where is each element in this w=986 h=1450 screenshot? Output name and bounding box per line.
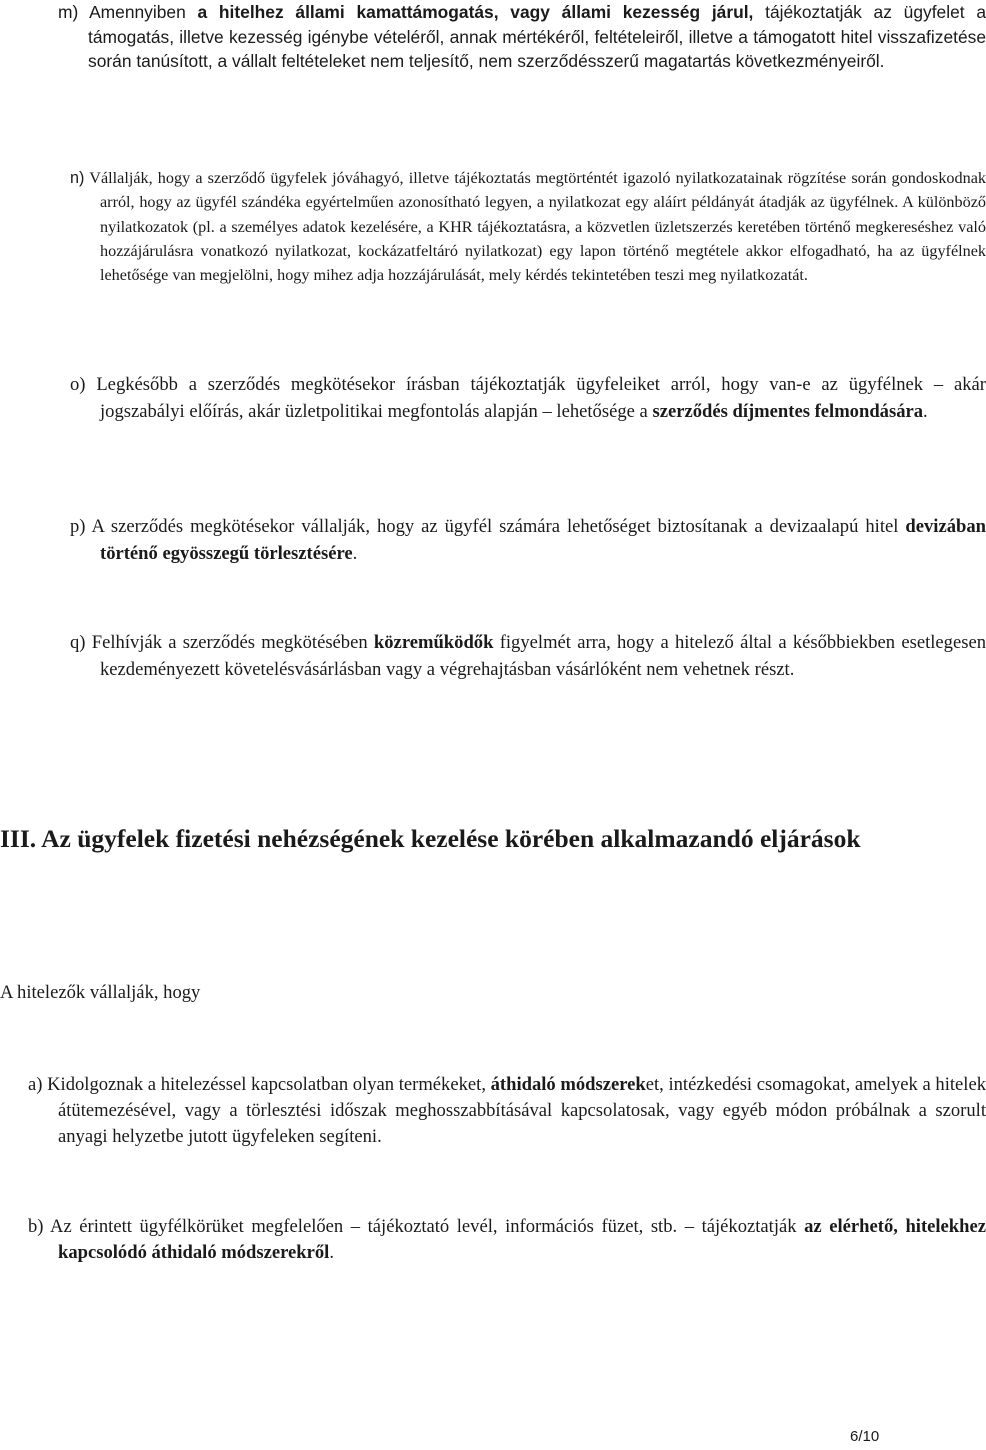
- list-item-b: [28, 1214, 986, 1266]
- item-text: Kidolgoznak a hitelezéssel kapcsolatban olyan termékeket,: [47, 1074, 491, 1095]
- item-text: Felhívják a szerződés megkötésében: [91, 632, 374, 653]
- item-label: a): [28, 1074, 43, 1095]
- item-text: .: [923, 400, 928, 422]
- list-item-a: [28, 1072, 986, 1150]
- item-label: q): [70, 632, 86, 653]
- list-item-m: [58, 0, 986, 74]
- item-label: m): [58, 2, 79, 22]
- item-label: b): [28, 1216, 44, 1237]
- item-text: A szerződés megkötésekor vállalják, hogy az ügyfél számára lehetőséget biztosítanak a devizaalapú hitel: [91, 516, 906, 537]
- item-text: Vállalják, hogy a szerződő ügyfelek jóváhagyó, illetve tájékoztatás megtörténtét igazoló nyilatkozatainak rögzítése során gondoskodnak arról, hogy az ügyfél szándéka egyértelműen azonosítható legyen, a nyilatkozat egy aláírt példányát átadják az ügyfélnek. A különböző nyilatkozatok (pl. a személyes adatok kezelésére, a KHR tájékoztatásra, a közvetlen üzletszerzés keretében történő megkereséshez való hozzájárulásra vonatkozó nyilatkozat, kockázatfeltáró nyilatkozat) egy lapon történő megtétele akkor elfogadható, ha az ügyfélnek lehetősége van megjelölni, hogy mihez adja hozzájárulását, mely kérdés tekintetében teszi meg nyilatkozatát.: [89, 169, 986, 285]
- item-text: Az érintett ügyfélkörüket megfelelően – tájékoztató levél, információs füzet, stb. – tájékoztatják: [50, 1216, 805, 1237]
- intro-line: A hitelezők vállalják, hogy: [0, 982, 201, 1003]
- item-text: tájékoztatják az ügyfelet a támogatás, illetve kezesség igénybe vételéről, annak mértékéről, feltételeiről, illetve a támogatott hitel visszafizetése során tanúsított, a vállalt feltételeket nem teljesítő, nem szerződésszerű magatartás következményeiről.: [88, 2, 986, 71]
- item-bold-text: az elérhető, hitelekhez kapcsolódó áthidaló módszerekről: [58, 1216, 986, 1263]
- item-bold-text: áthidaló módszerek: [490, 1074, 646, 1095]
- item-text: figyelmét arra, hogy a hitelező által a későbbiekben esetlegesen kezdeményezett követelésvásárlásban vagy a végrehajtásban vásárlóként nem vehetnek részt.: [100, 632, 986, 680]
- item-text: .: [329, 1242, 335, 1263]
- list-item-o: [70, 372, 986, 425]
- item-bold-text: a hitelhez állami kamattámogatás, vagy állami kezesség járul,: [197, 2, 754, 22]
- item-label: p): [70, 516, 86, 537]
- item-bold-text: közreműködők: [373, 632, 494, 653]
- list-item-q: [70, 630, 986, 683]
- page-number: 6/10: [850, 1428, 880, 1445]
- list-item-n: [70, 166, 986, 287]
- item-label: o): [70, 374, 86, 395]
- item-label: n): [70, 169, 85, 187]
- item-text: Legkésőbb a szerződés megkötésekor írásban tájékoztatják ügyfeleiket arról, hogy van-e az ügyfélnek – akár jogszabályi előírás, akár üzletpolitikai megfontolás alapján – lehetősége a: [96, 374, 986, 422]
- item-text: et, intézkedési csomagokat, amelyek a hitelek átütemezésével, vagy a törlesztési időszak meghosszabbításával kapcsolatosak, vagy egyéb módon próbálnak a szorult anyagi helyzetbe jutott ügyfeleken segíteni.: [58, 1074, 986, 1147]
- item-bold-text: devizában történő egyösszegű törlesztésére: [100, 516, 986, 564]
- item-text: Amennyiben: [89, 2, 198, 22]
- list-item-p: [70, 514, 986, 567]
- item-text: .: [352, 542, 358, 564]
- section-heading: III. Az ügyfelek fizetési nehézségének kezelése körében alkalmazandó eljárások: [0, 824, 861, 853]
- item-bold-text: szerződés díjmentes felmondására: [652, 400, 924, 422]
